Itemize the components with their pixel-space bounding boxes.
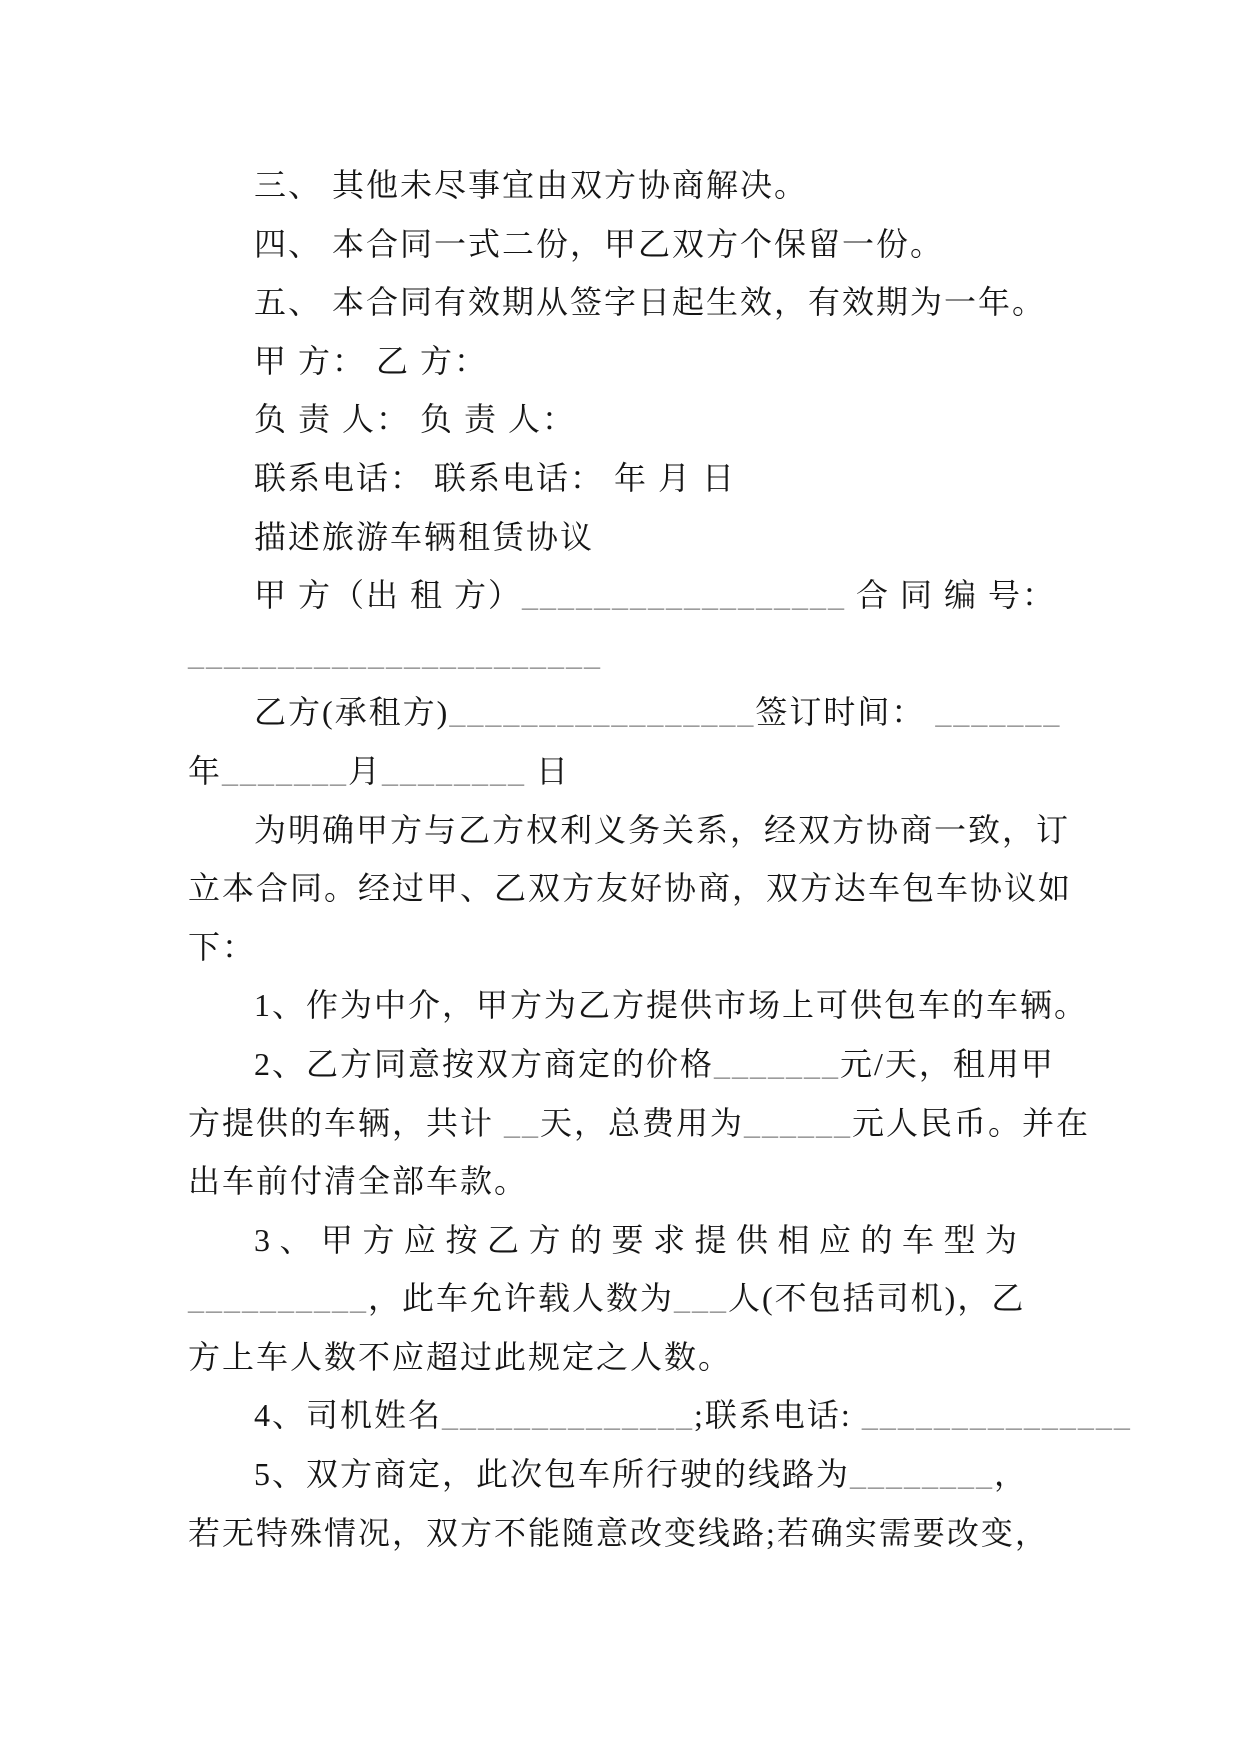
blank-underline: _______: [935, 694, 1062, 731]
text-line: 描述旅游车辆租赁协议: [254, 518, 595, 555]
text-line: 立本合同。经过甲、乙双方友好协商，双方达车包车协议如: [188, 870, 1073, 907]
blank-underline: _________________: [449, 694, 756, 731]
text-line: 五、 本合同有效期从签字日起生效，有效期为一年。: [254, 284, 1047, 321]
text-line: 5、双方商定，此次包车所行驶的线路为________，: [254, 1456, 1029, 1493]
text-line: 三、 其他未尽事宜由双方协商解决。: [254, 167, 809, 203]
blank-underline: __________: [188, 1280, 368, 1317]
blank-underline: ______: [744, 1104, 853, 1141]
text-line: 负 责 人： 负 责 人：: [254, 401, 577, 438]
text-line: 为明确甲方与乙方权利义务关系，经双方协商一致，订: [254, 811, 1071, 848]
text-line: 四、 本合同一式二份，甲乙双方个保留一份。: [254, 225, 945, 262]
text-line: 甲 方（出 租 方）__________________ 合 同 编 号：: [254, 577, 1057, 614]
text-line: 方上车人数不应超过此规定之人数。: [188, 1338, 733, 1375]
text-line: 2、乙方同意按双方商定的价格_______元/天，租用甲: [254, 1045, 1055, 1082]
text-line: 联系电话： 联系电话： 年 月 日: [254, 459, 737, 496]
text-line: 若无特殊情况，双方不能随意改变线路;若确实需要改变，: [188, 1514, 1049, 1551]
text-line: 年_______月________ 日: [188, 752, 571, 789]
blank-underline: _______: [714, 1045, 841, 1082]
text-line: 4、司机姓名______________;联系电话: _______________: [254, 1397, 1132, 1434]
text-line: 甲 方： 乙 方：: [254, 342, 489, 379]
blank-underline: __: [504, 1104, 541, 1141]
text-line: 出车前付清全部车款。: [188, 1163, 529, 1200]
text-line: 方提供的车辆，共计 __天，总费用为______元人民币。并在: [188, 1104, 1091, 1141]
blank-underline: _______________________: [188, 635, 602, 672]
blank-underline: _______________: [861, 1397, 1132, 1434]
blank-underline: ______________: [442, 1397, 695, 1434]
blank-underline: ________: [382, 752, 527, 789]
text-line: 乙方(承租方)_________________签订时间： _______: [254, 694, 1062, 731]
blank-underline: __________________: [522, 577, 847, 614]
text-line: 3、甲方应按乙方的要求提供相应的车型为: [254, 1221, 1027, 1258]
text-line: 1、作为中介，甲方为乙方提供市场上可供包车的车辆。: [254, 987, 1089, 1024]
text-line: [188, 625, 1083, 684]
blank-underline: _______: [222, 752, 349, 789]
text-line: __________，此车允许载人数为___人(不包括司机)，乙: [188, 1280, 1026, 1317]
text-line: 下：: [188, 928, 257, 965]
blank-underline: ___: [674, 1280, 729, 1317]
blank-underline: ________: [850, 1456, 995, 1493]
